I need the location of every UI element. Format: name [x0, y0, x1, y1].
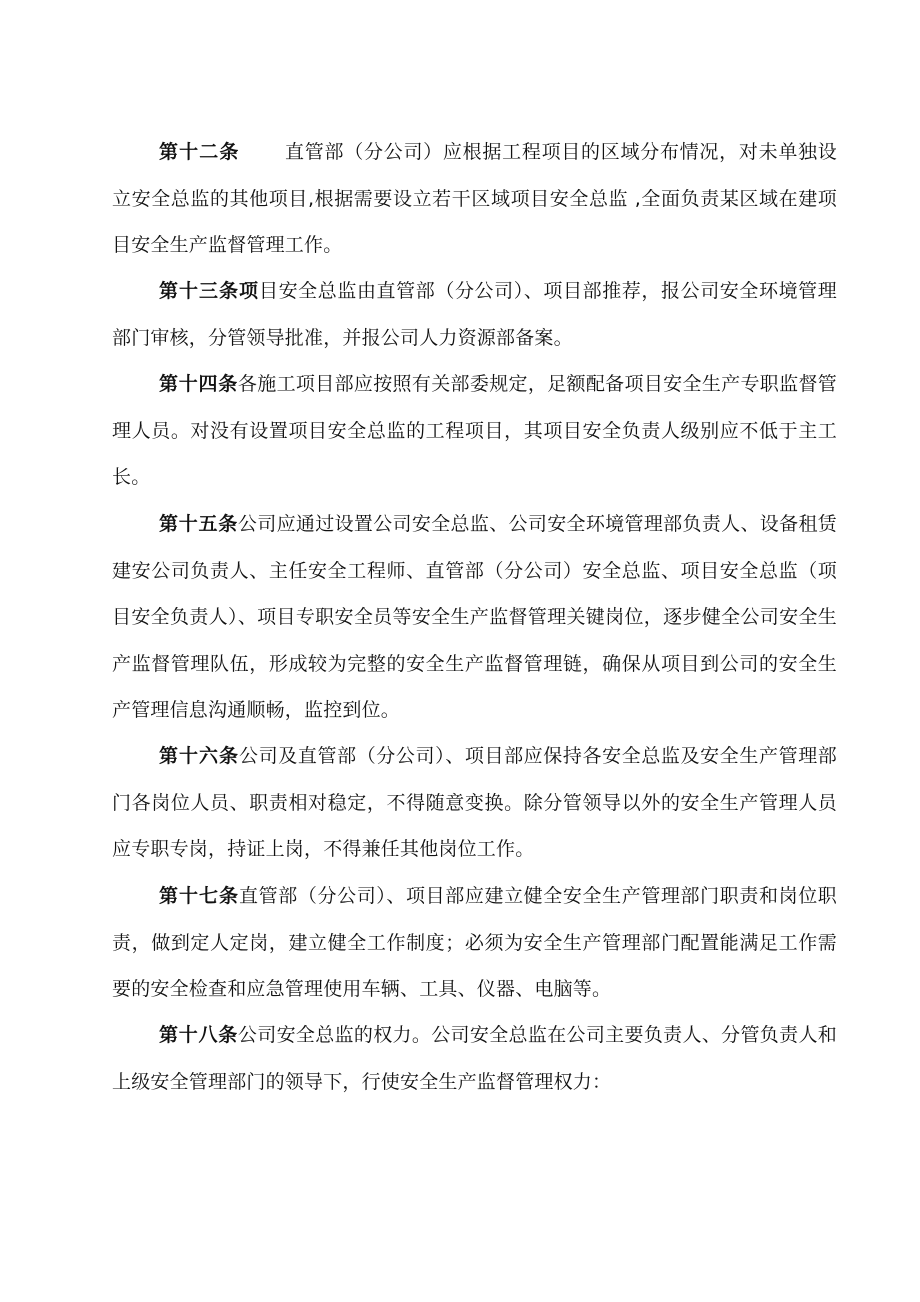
article-12-text: 直管部（分公司）应根据工程项目的区域分布情况，对未单独设立安全总监的其他项目,根据需要设立若干区域项目安全总监 ,全面负责某区域在建项目安全生产监督管理工作。: [112, 141, 837, 256]
article-15-title: 第十五条: [159, 513, 238, 535]
article-15: [112, 501, 837, 734]
article-14-text: 各施工项目部应按照有关部委规定，足额配备项目安全生产专职监督管理人员。对没有设置项目安全总监的工程项目，其项目安全负责人级别应不低于主工长。: [112, 373, 837, 488]
article-12: [112, 129, 837, 269]
article-16-title: 第十六条: [159, 745, 240, 767]
article-18-text: 公司安全总监的权力。公司安全总监在公司主要负责人、分管负责人和上级安全管理部门的领导下，行使安全生产监督管理权力：: [112, 1024, 837, 1093]
article-17-title: 第十七条: [159, 885, 240, 907]
article-14: [112, 361, 837, 501]
article-15-text: 公司应通过设置公司安全总监、公司安全环境管理部负责人、设备租赁建安公司负责人、主任安全工程师、直管部（分公司）安全总监、项目安全总监（项目安全负责人）、项目专职安全员等安全生产监督管理关键岗位，逐步健全公司安全生产监督管理队伍，形成较为完整的安全生产监督管理链，确保从项目到公司的安全生产管理信息沟通顺畅，监控到位。: [112, 513, 837, 721]
article-14-title: 第十四条: [159, 373, 238, 395]
article-12-title: 第十二条: [159, 141, 240, 163]
article-13: [112, 268, 837, 361]
article-16: [112, 733, 837, 873]
article-17-text: 直管部（分公司）、项目部应建立健全安全生产管理部门职责和岗位职责，做到定人定岗，建立健全工作制度；必须为安全生产管理部门配置能满足工作需要的安全检查和应急管理使用车辆、工具、仪器、电脑等。: [112, 885, 838, 1000]
article-17: [112, 873, 837, 1013]
article-13-title: 第十三条项: [159, 280, 259, 302]
article-13-text: 目安全总监由直管部（分公司）、项目部推荐，报公司安全环境管理部门审核，分管领导批准，并报公司人力资源部备案。: [112, 280, 837, 349]
article-16-text: 公司及直管部（分公司）、项目部应保持各安全总监及安全生产管理部门各岗位人员、职责相对稳定，不得随意变换。除分管领导以外的安全生产管理人员应专职专岗，持证上岗，不得兼任其他岗位工作。: [112, 745, 838, 860]
article-18: [112, 1012, 837, 1105]
article-18-title: 第十八条: [159, 1024, 238, 1046]
